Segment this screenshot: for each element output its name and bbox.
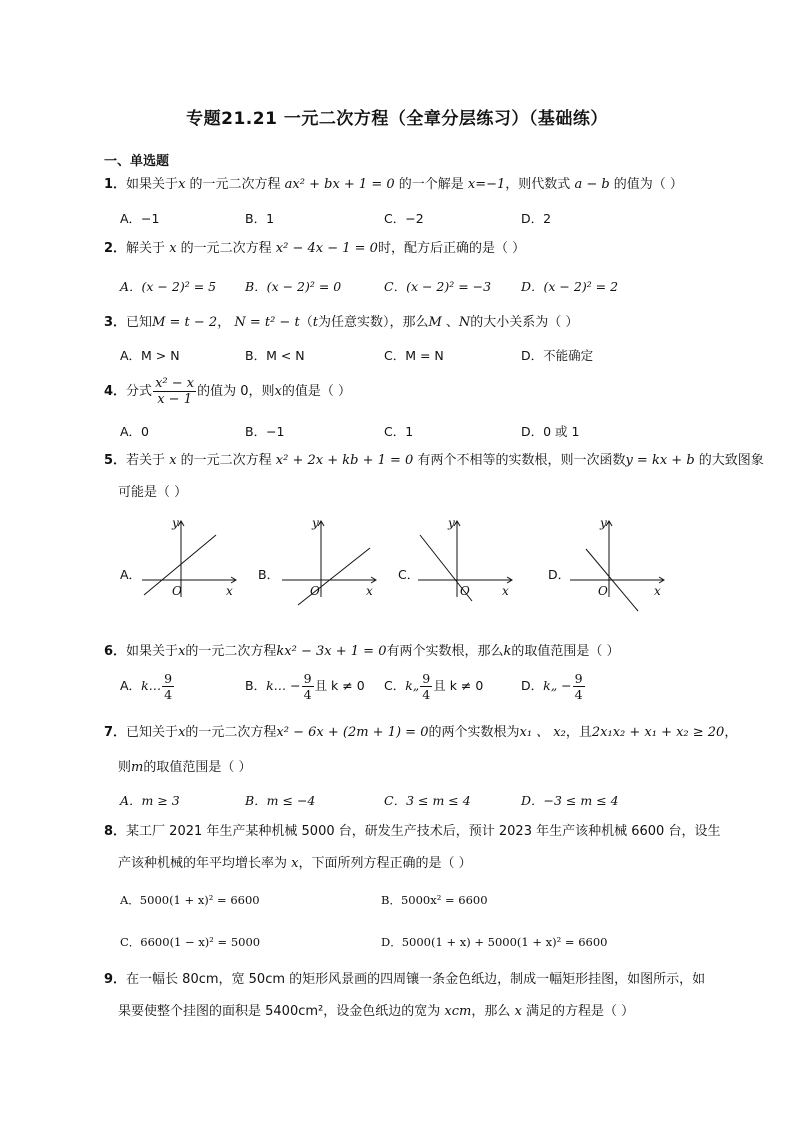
q6-option-d[interactable] [521, 671, 586, 702]
q6-option-a[interactable] [120, 671, 175, 702]
q3-option-a[interactable]: A．M > N [120, 348, 180, 363]
question-number: 5． [104, 453, 127, 468]
question-5 [104, 452, 764, 470]
option-label: B． [245, 678, 267, 693]
q8-option-c[interactable]: C．6600(1 − x)² = 5000 [120, 935, 261, 949]
math-var: k [503, 644, 512, 659]
math-solution: x=−1 [467, 177, 506, 192]
q5-graph-b[interactable] [278, 515, 380, 601]
fraction [420, 671, 432, 702]
question-number: 3． [104, 315, 127, 330]
math-var: x [178, 644, 186, 659]
math-var: M [428, 315, 442, 330]
question-text: 有两个不相等的实数根，则一次函数 [413, 453, 626, 468]
option-label: C． [384, 678, 406, 693]
question-5-line-2: 可能是（ ） [118, 485, 188, 500]
x-axis-label: x [654, 584, 661, 598]
math-roots: x₁ 、 x₂ [519, 725, 566, 740]
section-heading: 一、单选题 [104, 154, 170, 169]
question-text: 、 [441, 315, 459, 330]
math-var: x [178, 725, 186, 740]
q5-graph-d[interactable] [566, 515, 668, 601]
question-8-line-2 [118, 855, 472, 873]
option-label: A． [120, 678, 142, 693]
q5-option-d[interactable]: D． [548, 567, 571, 582]
q6-option-c[interactable] [384, 671, 483, 702]
q7-option-d[interactable]: D．−3 ≤ m ≤ 4 [521, 793, 619, 808]
math-var: t [312, 315, 318, 330]
question-text: ， [724, 725, 738, 740]
question-text: 时，配方后正确的是（ ） [377, 241, 526, 256]
math-var: m [131, 760, 144, 775]
y-axis-label: y [600, 516, 607, 530]
q5-option-b[interactable]: B． [258, 567, 280, 582]
question-text: 的两个实数根为 [428, 725, 520, 740]
question-number: 9． [104, 972, 127, 987]
question-text: ，则代数式 [505, 177, 575, 192]
q2-option-a[interactable]: A．(x − 2)² = 5 [120, 279, 217, 294]
fraction-denominator: 4 [422, 687, 431, 702]
math-relation: 且 k ≠ 0 [433, 678, 484, 693]
question-text: 为任意实数），那么 [317, 315, 429, 330]
question-text: 在一幅长 80cm，宽 50cm 的矩形风景画的四周镶一条金色纸边，制成一幅矩形挂图，如图所示，如 [126, 972, 706, 987]
q5-graph-c[interactable] [414, 515, 516, 601]
question-text: 已知关于 [126, 725, 179, 740]
q4-option-b[interactable]: B．−1 [245, 424, 285, 439]
question-text: 的大致图象 [694, 453, 764, 468]
fraction-numerator: 9 [164, 671, 173, 686]
math-var: x [169, 241, 177, 256]
fraction [162, 671, 174, 702]
question-text: ，且 [565, 725, 592, 740]
fraction-denominator: 4 [574, 687, 583, 702]
origin-label: O [310, 584, 320, 598]
origin-label: O [598, 584, 608, 598]
math-equation: x² − 4x − 1 = 0 [275, 241, 378, 256]
question-text: 分式 [126, 384, 153, 399]
question-number: 7． [104, 725, 127, 740]
q3-option-b[interactable]: B．M < N [245, 348, 305, 363]
question-9-line-2 [118, 1003, 634, 1021]
question-number: 6． [104, 644, 127, 659]
question-text: 解关于 [126, 241, 170, 256]
fraction-numerator: 9 [303, 671, 312, 686]
question-text: 已知 [126, 315, 153, 330]
question-text: 满足的方程是（ ） [521, 1004, 635, 1019]
q4-option-a[interactable]: A．0 [120, 424, 150, 439]
math-equation: M = t − 2 [152, 315, 218, 330]
q2-option-b[interactable]: B．(x − 2)² = 0 [245, 279, 342, 294]
q7-option-b[interactable]: B．m ≤ −4 [245, 793, 316, 808]
q3-option-c[interactable]: C．M = N [384, 348, 444, 363]
question-number: 1． [104, 177, 127, 192]
fraction-numerator: 9 [574, 671, 583, 686]
q2-option-c[interactable]: C．(x − 2)² = −3 [384, 279, 492, 294]
question-text: 则 [118, 760, 132, 775]
q4-option-d[interactable]: D．0 或 1 [521, 424, 580, 439]
question-9 [104, 971, 705, 989]
question-text: ， [217, 315, 235, 330]
question-3 [104, 314, 578, 332]
question-text: （ [299, 315, 313, 330]
question-4 [104, 376, 351, 407]
math-relation: k… [141, 678, 162, 693]
question-2 [104, 240, 525, 258]
q5-graph-a[interactable] [138, 515, 240, 601]
math-unit: xcm [444, 1004, 472, 1019]
fraction-numerator: x² − x [155, 376, 195, 391]
question-text: 的一元二次方程 [185, 644, 277, 659]
math-equation: x² + 2x + kb + 1 = 0 [275, 453, 414, 468]
question-text: 如果关于 [126, 177, 179, 192]
question-number: 4． [104, 384, 127, 399]
math-var: x [291, 856, 299, 871]
q7-option-c[interactable]: C．3 ≤ m ≤ 4 [384, 793, 471, 808]
question-text: 的值为 0，则 [197, 384, 275, 399]
math-equation: N = t² − t [234, 315, 300, 330]
math-var: x [274, 384, 282, 399]
q1-option-c[interactable]: C．−2 [384, 211, 424, 226]
fraction-denominator: 4 [164, 687, 173, 702]
question-7 [104, 724, 737, 742]
question-text: 的一元二次方程 [176, 241, 276, 256]
question-8 [104, 823, 720, 841]
math-equation: x² − 6x + (2m + 1) = 0 [276, 725, 429, 740]
x-axis-label: x [366, 584, 373, 598]
x-axis-label: x [226, 584, 233, 598]
question-text: 某工厂 2021 年生产某种机械 5000 台，研发生产技术后，预计 2023 年生产该种机械 6600 台，设生 [126, 824, 721, 839]
question-text: 的值为（ ） [609, 177, 683, 192]
q1-option-b[interactable]: B．1 [245, 211, 275, 226]
q6-option-b[interactable] [245, 671, 365, 702]
x-axis-label: x [502, 584, 509, 598]
function-line [298, 548, 370, 605]
question-1 [104, 176, 683, 194]
fraction-denominator: 4 [303, 687, 312, 702]
question-text: 果要使整个挂图的面积是 5400cm²，设金色纸边的宽为 [118, 1004, 445, 1019]
math-expression: a − b [574, 177, 610, 192]
question-text: 若关于 [126, 453, 170, 468]
question-text: 的值是（ ） [281, 384, 351, 399]
math-var: x [514, 1004, 522, 1019]
q8-option-b[interactable]: B．5000x² = 6600 [381, 893, 488, 907]
q1-option-a[interactable]: A．−1 [120, 211, 160, 226]
origin-label: O [460, 584, 470, 598]
math-var: x [169, 453, 177, 468]
question-text: 的一元二次方程 [176, 453, 276, 468]
y-axis-label: y [312, 516, 319, 530]
question-text: 如果关于 [126, 644, 179, 659]
math-equation: ax² + bx + 1 = 0 [284, 177, 395, 192]
question-7-line-2 [118, 759, 251, 777]
math-condition: 2x₁x₂ + x₁ + x₂ ≥ 20 [591, 725, 725, 740]
math-var: x [178, 177, 186, 192]
math-relation: k… − [266, 678, 301, 693]
math-relation: k„ [405, 678, 420, 693]
question-number: 8． [104, 824, 127, 839]
math-relation: 且 k ≠ 0 [314, 678, 365, 693]
q8-option-d[interactable]: D．5000(1 + x) + 5000(1 + x)² = 6600 [381, 935, 608, 949]
y-axis-label: y [172, 516, 179, 530]
math-function: y = kx + b [625, 453, 695, 468]
question-text: 的一个解是 [394, 177, 468, 192]
question-text: 的一元二次方程 [185, 725, 277, 740]
question-6 [104, 643, 620, 661]
q3-option-d[interactable]: D．不能确定 [521, 348, 594, 363]
fraction [573, 671, 585, 702]
question-number: 2． [104, 241, 127, 256]
option-label: D． [521, 678, 544, 693]
y-axis-label: y [448, 516, 455, 530]
q4-option-c[interactable]: C．1 [384, 424, 414, 439]
origin-label: O [172, 584, 182, 598]
fraction [302, 671, 314, 702]
question-text: 的取值范围是（ ） [511, 644, 620, 659]
q5-option-c[interactable]: C． [398, 567, 420, 582]
fraction-denominator: x − 1 [157, 392, 192, 407]
question-text: 产该种机械的年平均增长率为 [118, 856, 292, 871]
page-title: 专题21.21 一元二次方程（全章分层练习）（基础练） [186, 109, 608, 129]
question-text: 的一元二次方程 [185, 177, 285, 192]
q5-option-a[interactable]: A． [120, 567, 142, 582]
q8-option-a[interactable]: A．5000(1 + x)² = 6600 [120, 893, 260, 907]
question-text: ，那么 [471, 1004, 515, 1019]
q7-option-a[interactable]: A．m ≥ 3 [120, 793, 180, 808]
fraction-numerator: 9 [422, 671, 431, 686]
q2-option-d[interactable]: D．(x − 2)² = 2 [521, 279, 619, 294]
question-text: 有两个实数根，那么 [386, 644, 504, 659]
math-relation: k„ − [543, 678, 572, 693]
math-equation: kx² − 3x + 1 = 0 [276, 644, 387, 659]
fraction [153, 376, 196, 407]
q1-option-d[interactable]: D．2 [521, 211, 552, 226]
math-var: N [458, 315, 471, 330]
question-text: ，下面所列方程正确的是（ ） [298, 856, 472, 871]
question-text: 的大小关系为（ ） [470, 315, 579, 330]
question-text: 的取值范围是（ ） [143, 760, 252, 775]
